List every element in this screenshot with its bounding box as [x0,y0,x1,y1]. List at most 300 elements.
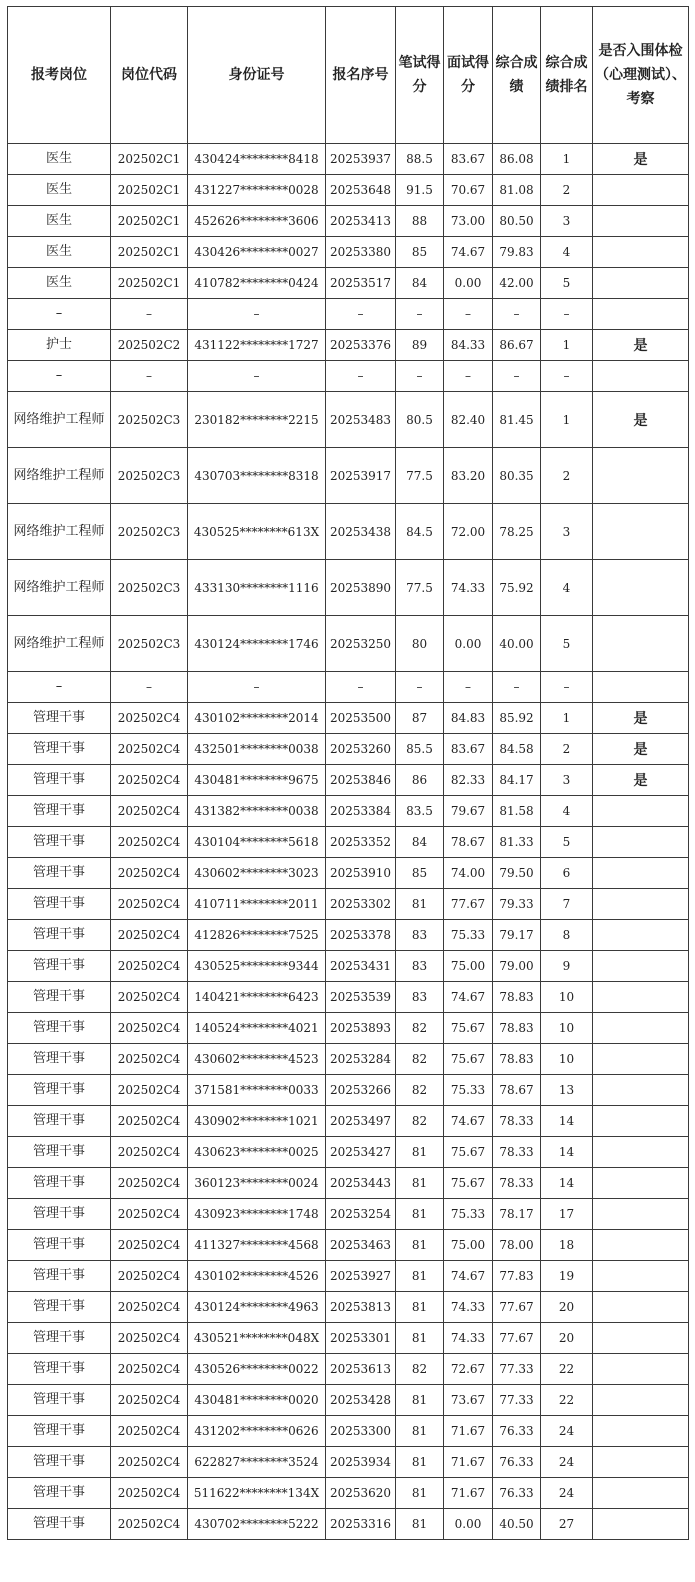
cell-registration-no: 20253302 [326,889,396,920]
cell-written-score: 83 [396,951,444,982]
cell-interview-score: 75.67 [444,1013,493,1044]
cell-interview-score: 72.00 [444,504,493,560]
cell-rank: 24 [541,1416,593,1447]
cell-total-score: 85.92 [493,703,541,734]
cell-rank: 14 [541,1168,593,1199]
cell-position-code: 202502C4 [111,1013,188,1044]
cell-rank: – [541,299,593,330]
table-row [8,1075,689,1106]
cell-total-score: 78.00 [493,1230,541,1261]
cell-position-code: 202502C4 [111,1354,188,1385]
cell-interview-score: 84.83 [444,703,493,734]
cell-interview-score: 0.00 [444,268,493,299]
cell-interview-score: 75.33 [444,1075,493,1106]
cell-written-score: 80 [396,616,444,672]
cell-shortlisted [593,1137,689,1168]
cell-total-score: 79.83 [493,237,541,268]
cell-written-score: 88.5 [396,144,444,175]
cell-written-score: 87 [396,703,444,734]
table-row [8,237,689,268]
cell-interview-score: 74.33 [444,560,493,616]
cell-registration-no: 20253620 [326,1478,396,1509]
cell-rank: 3 [541,504,593,560]
cell-shortlisted [593,1509,689,1540]
cell-shortlisted [593,796,689,827]
cell-total-score: 86.08 [493,144,541,175]
cell-rank: 3 [541,206,593,237]
table-row [8,672,689,703]
cell-position-code: – [111,299,188,330]
table-row [8,1044,689,1075]
cell-total-score: 79.33 [493,889,541,920]
cell-interview-score: 74.67 [444,1106,493,1137]
cell-rank: 3 [541,765,593,796]
cell-written-score: 81 [396,889,444,920]
table-row [8,1137,689,1168]
cell-id-number: 430923********1748 [188,1199,326,1230]
cell-shortlisted [593,560,689,616]
cell-rank: 14 [541,1106,593,1137]
cell-id-number: – [188,299,326,330]
table-row [8,268,689,299]
cell-rank: 8 [541,920,593,951]
cell-rank: 2 [541,175,593,206]
cell-position: 管理干事 [8,1385,111,1416]
cell-registration-no: – [326,672,396,703]
cell-position: 医生 [8,175,111,206]
cell-id-number: 140421********6423 [188,982,326,1013]
cell-rank: 1 [541,703,593,734]
cell-interview-score: 75.67 [444,1168,493,1199]
cell-registration-no: – [326,299,396,330]
cell-registration-no: 20253917 [326,448,396,504]
cell-written-score: 82 [396,1013,444,1044]
cell-position-code: 202502C4 [111,1416,188,1447]
cell-rank: – [541,672,593,703]
cell-total-score: 81.45 [493,392,541,448]
cell-position-code: 202502C4 [111,703,188,734]
cell-written-score: 84 [396,827,444,858]
cell-id-number: 431122********1727 [188,330,326,361]
cell-id-number: – [188,672,326,703]
cell-registration-no: 20253413 [326,206,396,237]
table-row [8,175,689,206]
cell-position: 网络维护工程师 [8,616,111,672]
cell-id-number: 430526********0022 [188,1354,326,1385]
cell-position: 管理干事 [8,1044,111,1075]
table-row [8,144,689,175]
cell-registration-no: 20253260 [326,734,396,765]
header-interview-score: 面试得分 [444,7,493,144]
cell-id-number: 430124********4963 [188,1292,326,1323]
table-row [8,1199,689,1230]
cell-position: 管理干事 [8,920,111,951]
cell-total-score: 78.67 [493,1075,541,1106]
table-row [8,1354,689,1385]
cell-position: 管理干事 [8,951,111,982]
cell-written-score: – [396,299,444,330]
cell-rank: 14 [541,1137,593,1168]
cell-written-score: 81 [396,1199,444,1230]
cell-position: 管理干事 [8,1416,111,1447]
cell-shortlisted [593,889,689,920]
cell-interview-score: 73.67 [444,1385,493,1416]
cell-position-code: 202502C4 [111,1075,188,1106]
cell-shortlisted [593,299,689,330]
cell-total-score: 76.33 [493,1416,541,1447]
cell-written-score: – [396,672,444,703]
cell-position-code: – [111,672,188,703]
cell-registration-no: 20253427 [326,1137,396,1168]
table-row [8,206,689,237]
table-row [8,1168,689,1199]
cell-position: 管理干事 [8,889,111,920]
cell-interview-score: 0.00 [444,616,493,672]
cell-registration-no: 20253301 [326,1323,396,1354]
cell-position-code: 202502C3 [111,504,188,560]
cell-written-score: 82 [396,1354,444,1385]
cell-total-score: 79.50 [493,858,541,889]
cell-position: 管理干事 [8,1199,111,1230]
cell-written-score: 81 [396,1509,444,1540]
cell-id-number: 430102********2014 [188,703,326,734]
cell-registration-no: 20253316 [326,1509,396,1540]
table-row [8,1509,689,1540]
cell-position-code: 202502C4 [111,734,188,765]
cell-shortlisted [593,951,689,982]
cell-rank: 22 [541,1385,593,1416]
cell-position-code: 202502C4 [111,827,188,858]
cell-written-score: 81 [396,1447,444,1478]
cell-shortlisted [593,1478,689,1509]
cell-rank: 13 [541,1075,593,1106]
cell-id-number: 622827********3524 [188,1447,326,1478]
table-row [8,361,689,392]
table-row [8,1478,689,1509]
cell-shortlisted [593,1013,689,1044]
cell-shortlisted [593,1168,689,1199]
header-row [8,7,689,144]
cell-interview-score: 77.67 [444,889,493,920]
cell-position: 管理干事 [8,796,111,827]
cell-written-score: 77.5 [396,560,444,616]
cell-position: 管理干事 [8,703,111,734]
cell-shortlisted: 是 [593,144,689,175]
cell-written-score: 85.5 [396,734,444,765]
cell-shortlisted [593,175,689,206]
cell-shortlisted [593,1261,689,1292]
cell-registration-no: 20253648 [326,175,396,206]
cell-shortlisted [593,1292,689,1323]
table-row [8,330,689,361]
cell-interview-score: 74.33 [444,1323,493,1354]
cell-id-number: 430521********048X [188,1323,326,1354]
cell-id-number: 430104********5618 [188,827,326,858]
cell-written-score: 82 [396,1106,444,1137]
cell-interview-score: – [444,299,493,330]
cell-registration-no: 20253613 [326,1354,396,1385]
cell-position-code: 202502C4 [111,1323,188,1354]
cell-rank: 20 [541,1323,593,1354]
cell-shortlisted [593,616,689,672]
cell-interview-score: 75.67 [444,1044,493,1075]
cell-total-score: 76.33 [493,1447,541,1478]
cell-id-number: 412826********7525 [188,920,326,951]
cell-total-score: 78.33 [493,1106,541,1137]
cell-interview-score: 73.00 [444,206,493,237]
cell-id-number: 431227********0028 [188,175,326,206]
cell-shortlisted [593,1385,689,1416]
cell-interview-score: 75.67 [444,1137,493,1168]
cell-position-code: 202502C4 [111,1509,188,1540]
cell-written-score: 81 [396,1137,444,1168]
cell-interview-score: – [444,361,493,392]
header-shortlisted: 是否入围体检（心理测试）、考察 [593,7,689,144]
cell-position: 管理干事 [8,1013,111,1044]
cell-position-code: 202502C4 [111,1447,188,1478]
cell-registration-no: 20253937 [326,144,396,175]
cell-interview-score: 74.67 [444,1261,493,1292]
cell-total-score: 77.67 [493,1323,541,1354]
cell-id-number: 430102********4526 [188,1261,326,1292]
cell-written-score: 81 [396,1261,444,1292]
cell-id-number: 410782********0424 [188,268,326,299]
cell-registration-no: 20253517 [326,268,396,299]
cell-total-score: 84.17 [493,765,541,796]
cell-registration-no: 20253463 [326,1230,396,1261]
table-row [8,982,689,1013]
cell-registration-no: 20253250 [326,616,396,672]
cell-total-score: 77.33 [493,1385,541,1416]
cell-rank: 24 [541,1478,593,1509]
cell-shortlisted [593,1416,689,1447]
cell-rank: 10 [541,1044,593,1075]
cell-interview-score: 0.00 [444,1509,493,1540]
cell-interview-score: 79.67 [444,796,493,827]
cell-registration-no: 20253300 [326,1416,396,1447]
cell-registration-no: 20253384 [326,796,396,827]
cell-written-score: 83.5 [396,796,444,827]
cell-written-score: 81 [396,1230,444,1261]
cell-position-code: 202502C4 [111,1168,188,1199]
cell-position: 管理干事 [8,765,111,796]
cell-position: 医生 [8,268,111,299]
cell-shortlisted [593,1106,689,1137]
cell-position-code: 202502C4 [111,1261,188,1292]
cell-total-score: 78.83 [493,1044,541,1075]
cell-shortlisted [593,1323,689,1354]
cell-shortlisted [593,672,689,703]
cell-shortlisted [593,237,689,268]
cell-position: 管理干事 [8,1292,111,1323]
cell-registration-no: 20253438 [326,504,396,560]
cell-registration-no: 20253266 [326,1075,396,1106]
cell-total-score: 84.58 [493,734,541,765]
table-row [8,504,689,560]
cell-rank: 22 [541,1354,593,1385]
cell-shortlisted [593,982,689,1013]
cell-rank: 18 [541,1230,593,1261]
cell-position: 管理干事 [8,827,111,858]
cell-id-number: 410711********2011 [188,889,326,920]
cell-shortlisted [593,1354,689,1385]
cell-written-score: 81 [396,1168,444,1199]
table-row [8,889,689,920]
cell-id-number: 430481********9675 [188,765,326,796]
cell-rank: 4 [541,237,593,268]
cell-id-number: 371581********0033 [188,1075,326,1106]
cell-total-score: 80.35 [493,448,541,504]
cell-rank: 10 [541,982,593,1013]
cell-registration-no: 20253539 [326,982,396,1013]
cell-id-number: 430481********0020 [188,1385,326,1416]
cell-position-code: 202502C1 [111,237,188,268]
cell-rank: 4 [541,560,593,616]
cell-total-score: 78.25 [493,504,541,560]
cell-written-score: 83 [396,920,444,951]
cell-interview-score: 83.67 [444,734,493,765]
cell-rank: 17 [541,1199,593,1230]
cell-registration-no: 20253890 [326,560,396,616]
header-id-number: 身份证号 [188,7,326,144]
cell-id-number: 430602********3023 [188,858,326,889]
cell-shortlisted [593,920,689,951]
cell-shortlisted [593,1447,689,1478]
cell-shortlisted: 是 [593,392,689,448]
table-row [8,765,689,796]
cell-id-number: 431202********0626 [188,1416,326,1447]
cell-shortlisted [593,1075,689,1106]
cell-written-score: – [396,361,444,392]
cell-position-code: 202502C4 [111,1230,188,1261]
cell-position: 管理干事 [8,1230,111,1261]
cell-id-number: 431382********0038 [188,796,326,827]
cell-position: – [8,299,111,330]
cell-shortlisted: 是 [593,703,689,734]
cell-position-code: 202502C4 [111,796,188,827]
cell-shortlisted: 是 [593,765,689,796]
table-row [8,734,689,765]
cell-total-score: – [493,361,541,392]
cell-interview-score: 75.00 [444,1230,493,1261]
cell-position: 网络维护工程师 [8,392,111,448]
cell-written-score: 81 [396,1385,444,1416]
cell-position: 护士 [8,330,111,361]
cell-total-score: 86.67 [493,330,541,361]
cell-written-score: 81 [396,1478,444,1509]
cell-interview-score: 74.67 [444,982,493,1013]
cell-total-score: 78.33 [493,1137,541,1168]
cell-shortlisted [593,827,689,858]
cell-registration-no: 20253483 [326,392,396,448]
header-total-score: 综合成绩 [493,7,541,144]
header-written-score: 笔试得分 [396,7,444,144]
cell-interview-score: 72.67 [444,1354,493,1385]
cell-total-score: 81.08 [493,175,541,206]
cell-interview-score: 83.20 [444,448,493,504]
table-row [8,951,689,982]
cell-interview-score: 78.67 [444,827,493,858]
cell-position-code: 202502C4 [111,1385,188,1416]
cell-total-score: 78.17 [493,1199,541,1230]
cell-interview-score: 71.67 [444,1416,493,1447]
cell-position-code: 202502C4 [111,1106,188,1137]
cell-id-number: 430623********0025 [188,1137,326,1168]
cell-rank: 6 [541,858,593,889]
cell-position: 医生 [8,237,111,268]
cell-interview-score: 74.33 [444,1292,493,1323]
cell-position-code: 202502C4 [111,1478,188,1509]
cell-rank: 5 [541,827,593,858]
table-row [8,392,689,448]
cell-written-score: 88 [396,206,444,237]
cell-position: 网络维护工程师 [8,448,111,504]
table-row [8,1261,689,1292]
results-table [7,6,689,1540]
header-position-code: 岗位代码 [111,7,188,144]
cell-id-number: 430702********5222 [188,1509,326,1540]
cell-position-code: 202502C2 [111,330,188,361]
table-row [8,1292,689,1323]
cell-position: 管理干事 [8,1323,111,1354]
cell-written-score: 86 [396,765,444,796]
cell-registration-no: 20253934 [326,1447,396,1478]
cell-position-code: 202502C4 [111,858,188,889]
cell-registration-no: 20253910 [326,858,396,889]
cell-interview-score: 74.67 [444,237,493,268]
cell-registration-no: 20253500 [326,703,396,734]
cell-id-number: – [188,361,326,392]
cell-position-code: 202502C1 [111,144,188,175]
cell-position: 管理干事 [8,1509,111,1540]
cell-id-number: 140524********4021 [188,1013,326,1044]
cell-written-score: 89 [396,330,444,361]
table-row [8,1447,689,1478]
cell-total-score: 79.00 [493,951,541,982]
cell-rank: 1 [541,330,593,361]
cell-shortlisted: 是 [593,734,689,765]
header-registration-no: 报名序号 [326,7,396,144]
cell-rank: 19 [541,1261,593,1292]
cell-id-number: 430602********4523 [188,1044,326,1075]
cell-position-code: 202502C4 [111,765,188,796]
cell-written-score: 83 [396,982,444,1013]
table-row [8,796,689,827]
cell-position-code: 202502C3 [111,392,188,448]
table-row [8,703,689,734]
cell-rank: 5 [541,268,593,299]
cell-total-score: 80.50 [493,206,541,237]
table-row [8,1013,689,1044]
cell-position-code: 202502C3 [111,616,188,672]
cell-position: 网络维护工程师 [8,504,111,560]
cell-shortlisted [593,504,689,560]
cell-position: – [8,672,111,703]
cell-total-score: 78.83 [493,982,541,1013]
cell-written-score: 81 [396,1323,444,1354]
cell-position: 管理干事 [8,1075,111,1106]
cell-position-code: 202502C4 [111,982,188,1013]
cell-total-score: 81.58 [493,796,541,827]
cell-written-score: 81 [396,1292,444,1323]
cell-registration-no: 20253376 [326,330,396,361]
table-row [8,1106,689,1137]
cell-registration-no: – [326,361,396,392]
table-row [8,448,689,504]
table-row [8,1323,689,1354]
table-row [8,858,689,889]
table-row [8,560,689,616]
